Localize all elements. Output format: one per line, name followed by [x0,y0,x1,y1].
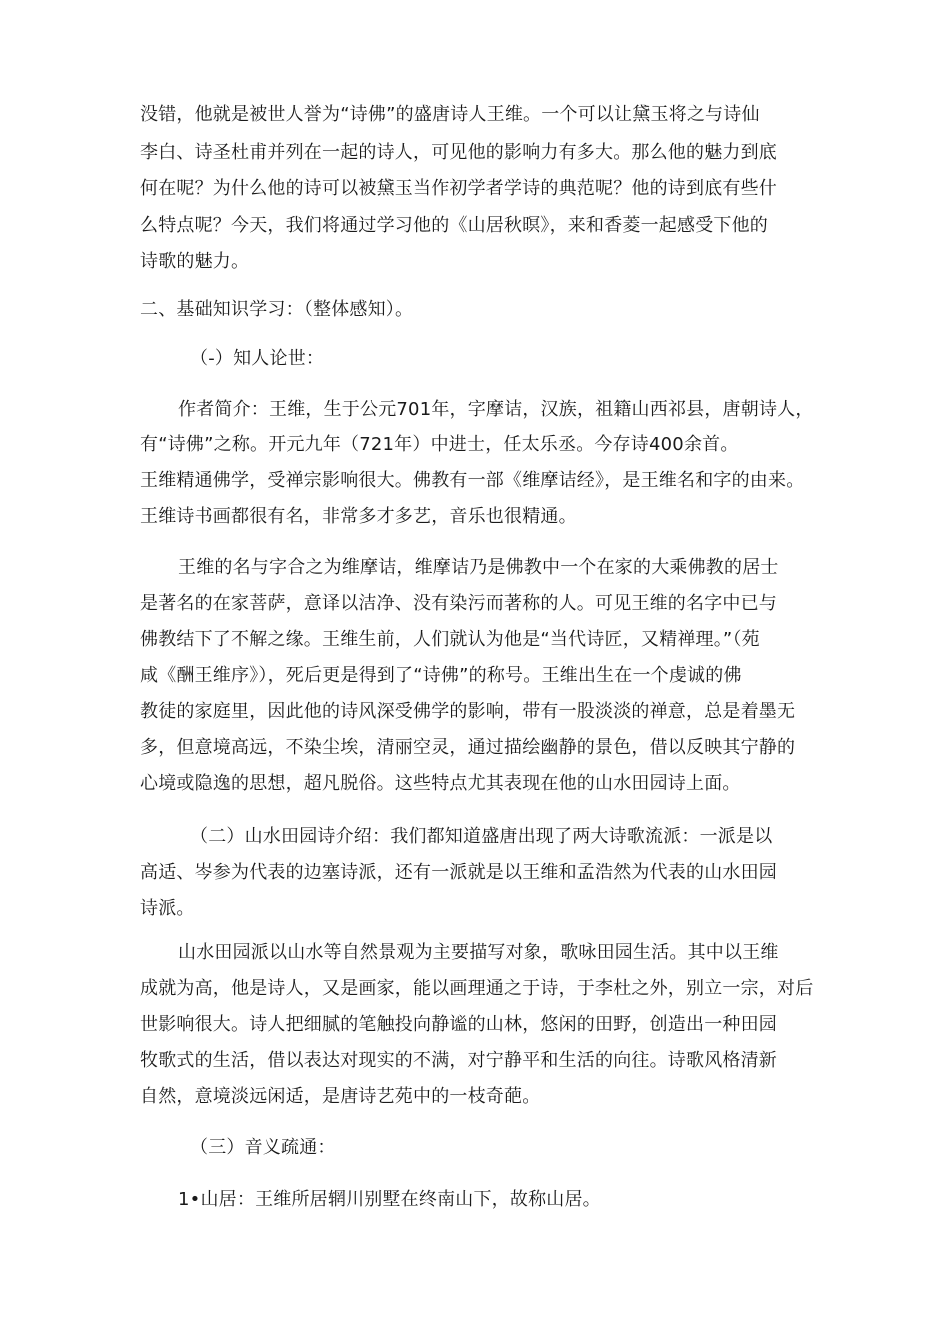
sub-three-item-1: 1•山居：王维所居辋川别墅在终南山下，故称山居。 [178,1189,601,1210]
sub-two-line-1: （二）山水田园诗介绍：我们都知道盛唐出现了两大诗歌流派：一派是以 [190,826,773,847]
section-two-heading: 二、基础知识学习：（整体感知）。 [140,299,414,320]
detail-line-2: 成就为高，他是诗人，又是画家，能以画理通之于诗，于李杜之外，别立一宗，对后 [140,978,814,999]
author-line-4: 王维诗书画都很有名，非常多才多艺，音乐也很精通。 [140,506,577,527]
sub-one-heading: （-）知人论世： [190,348,325,369]
intro-line-5: 诗歌的魅力。 [140,251,250,272]
detail-line-4: 牧歌式的生活，借以表达对现实的不满，对宁静平和生活的向往。诗歌风格清新 [140,1050,777,1071]
detail-line-5: 自然，意境淡远闲适，是唐诗艺苑中的一枝奇葩。 [140,1086,541,1107]
sub-two-line-3: 诗派。 [140,898,195,919]
intro-line-3: 何在呢？为什么他的诗可以被黛玉当作初学者学诗的典范呢？他的诗到底有些什 [140,178,777,199]
detail-line-3: 世影响很大。诗人把细腻的笔触投向静谧的山林，悠闲的田野，创造出一种田园 [140,1014,777,1035]
detail-line-1: 山水田园派以山水等自然景观为主要描写对象，歌咏田园生活。其中以王维 [178,942,779,963]
sub-two-line-2: 高适、岑参为代表的边塞诗派，还有一派就是以王维和孟浩然为代表的山水田园 [140,862,777,883]
intro-line-2: 李白、诗圣杜甫并列在一起的诗人，可见他的影响力有多大。那么他的魅力到底 [140,142,777,163]
author-line-2: 有“诗佛”之称。开元九年（721年）中进士，任太乐丞。今存诗400余首。 [140,434,739,455]
author-line-3: 王维精通佛学，受禅宗影响很大。佛教有一部《维摩诘经》，是王维名和字的由来。 [140,470,805,491]
name-line-5: 教徒的家庭里，因此他的诗风深受佛学的影响，带有一股淡淡的禅意，总是着墨无 [140,701,796,722]
name-line-6: 多，但意境高远，不染尘埃，清丽空灵，通过描绘幽静的景色，借以反映其宁静的 [140,737,796,758]
name-line-2: 是著名的在家菩萨，意译以洁净、没有染污而著称的人。可见王维的名字中已与 [140,593,777,614]
sub-three-heading: （三）音义疏通： [190,1137,336,1158]
name-line-3: 佛教结下了不解之缘。王维生前，人们就认为他是“当代诗匠，又精禅理。”（苑 [140,629,760,650]
name-line-1: 王维的名与字合之为维摩诘，维摩诘乃是佛教中一个在家的大乘佛教的居士 [178,557,779,578]
intro-line-4: 么特点呢？今天，我们将通过学习他的《山居秋暝》，来和香菱一起感受下他的 [140,215,768,236]
name-line-4: 咸《酬王维序》），死后更是得到了“诗佛”的称号。王维出生在一个虔诚的佛 [140,665,742,686]
name-line-7: 心境或隐逸的思想，超凡脱俗。这些特点尤其表现在他的山水田园诗上面。 [140,773,741,794]
author-line-1: 作者简介：王维，生于公元701年，字摩诘，汉族，祖籍山西祁县，唐朝诗人， [178,399,814,420]
intro-line-1: 没错，他就是被世人誉为“诗佛”的盛唐诗人王维。一个可以让黛玉将之与诗仙 [140,104,760,125]
